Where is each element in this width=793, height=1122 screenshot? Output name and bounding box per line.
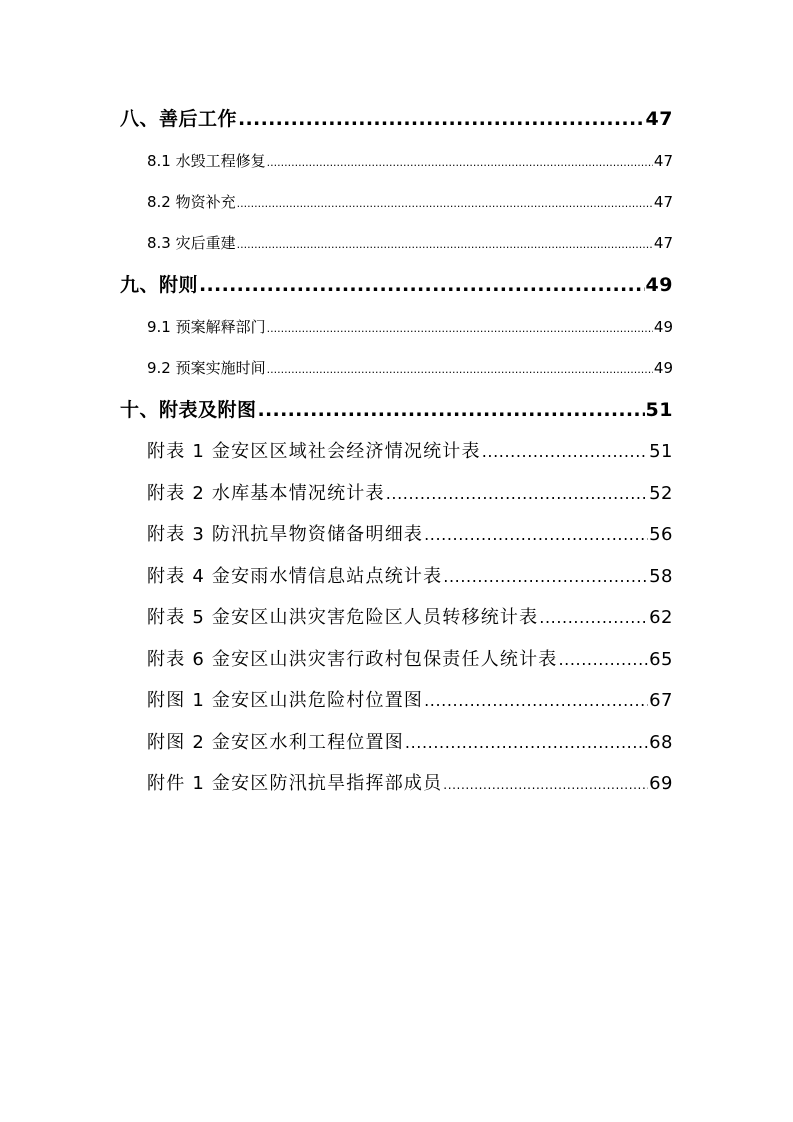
toc-entry-title: 附表 6 金安区山洪灾害行政村包保责任人统计表: [147, 649, 558, 670]
toc-entry-appendix-table-6[interactable]: [147, 645, 673, 673]
toc-entry-title: 八、善后工作: [120, 108, 238, 130]
toc-entry-chapter-10[interactable]: [120, 395, 673, 423]
toc-entry-page: 67: [649, 690, 673, 711]
toc-entry-title: 附表 5 金安区山洪灾害危险区人员转移统计表: [147, 607, 539, 628]
toc-entry-appendix-figure-1[interactable]: [147, 686, 673, 714]
toc-leader-dots: [386, 484, 648, 503]
toc-entry-page: 65: [649, 649, 673, 670]
toc-entry-page: 51: [645, 399, 673, 421]
toc-entry-page: 47: [653, 234, 673, 252]
toc-leader-dots: [267, 156, 653, 169]
toc-entry-chapter-8[interactable]: [120, 104, 673, 132]
toc-entry-page: 49: [653, 359, 673, 377]
toc-entry-page: 47: [653, 152, 673, 170]
toc-leader-dots: [237, 197, 653, 210]
toc-entry-page: 49: [653, 318, 673, 336]
toc-entry-appendix-table-1[interactable]: [147, 437, 673, 465]
toc-leader-dots: [258, 399, 645, 421]
toc-entry-page: 56: [649, 524, 673, 545]
toc-leader-dots: [424, 525, 648, 544]
toc-leader-dots: [443, 778, 648, 792]
toc-entry-title: 附表 1 金安区区域社会经济情况统计表: [147, 441, 481, 462]
toc-entry-section-9-1[interactable]: [147, 316, 673, 338]
toc-leader-dots: [539, 608, 648, 627]
toc-entry-section-8-3[interactable]: [147, 232, 673, 254]
toc-leader-dots: [267, 322, 653, 335]
toc-entry-page: 52: [649, 483, 673, 504]
toc-entry-page: 51: [649, 441, 673, 462]
toc-entry-title: 附表 2 水库基本情况统计表: [147, 483, 385, 504]
toc-entry-appendix-table-5[interactable]: [147, 603, 673, 631]
toc-entry-page: 47: [645, 108, 673, 130]
toc-entry-page: 49: [645, 274, 673, 296]
toc-entry-title: 九、附则: [120, 274, 199, 296]
toc-entry-appendix-table-2[interactable]: [147, 479, 673, 507]
toc-entry-chapter-9[interactable]: [120, 270, 673, 298]
toc-entry-appendix-figure-2[interactable]: [147, 728, 673, 756]
toc-entry-title: 8.2 物资补充: [147, 193, 236, 211]
toc-entry-title: 附表 4 金安雨水情信息站点统计表: [147, 566, 443, 587]
toc-entry-title: 附件 1 金安区防汛抗旱指挥部成员: [147, 773, 443, 794]
toc-entry-title: 附图 1 金安区山洪危险村位置图: [147, 690, 424, 711]
toc-entry-title: 十、附表及附图: [120, 399, 257, 421]
toc-entry-title: 8.3 灾后重建: [147, 234, 236, 252]
toc-leader-dots: [267, 363, 653, 376]
toc-leader-dots: [238, 108, 645, 130]
toc-entry-title: 9.2 预案实施时间: [147, 359, 266, 377]
toc-leader-dots: [424, 691, 648, 710]
toc-leader-dots: [482, 442, 648, 461]
toc-entry-attachment-1[interactable]: [147, 769, 673, 797]
toc-entry-title: 9.1 预案解释部门: [147, 318, 266, 336]
toc-entry-page: 69: [649, 773, 673, 794]
toc-leader-dots: [559, 650, 649, 669]
toc-leader-dots: [237, 238, 653, 251]
toc-entry-page: 58: [649, 566, 673, 587]
toc-entry-section-9-2[interactable]: [147, 357, 673, 379]
toc-entry-title: 8.1 水毁工程修复: [147, 152, 266, 170]
toc-entry-title: 附图 2 金安区水利工程位置图: [147, 732, 404, 753]
toc-entry-page: 68: [649, 732, 673, 753]
toc-entry-title: 附表 3 防汛抗旱物资储备明细表: [147, 524, 424, 545]
toc-entry-page: 47: [653, 193, 673, 211]
toc-leader-dots: [405, 733, 648, 752]
toc-leader-dots: [443, 567, 648, 586]
toc-entry-section-8-1[interactable]: [147, 150, 673, 172]
toc-leader-dots: [199, 274, 645, 296]
toc-entry-appendix-table-3[interactable]: [147, 520, 673, 548]
toc-entry-appendix-table-4[interactable]: [147, 562, 673, 590]
toc-entry-section-8-2[interactable]: [147, 191, 673, 213]
toc-entry-page: 62: [649, 607, 673, 628]
